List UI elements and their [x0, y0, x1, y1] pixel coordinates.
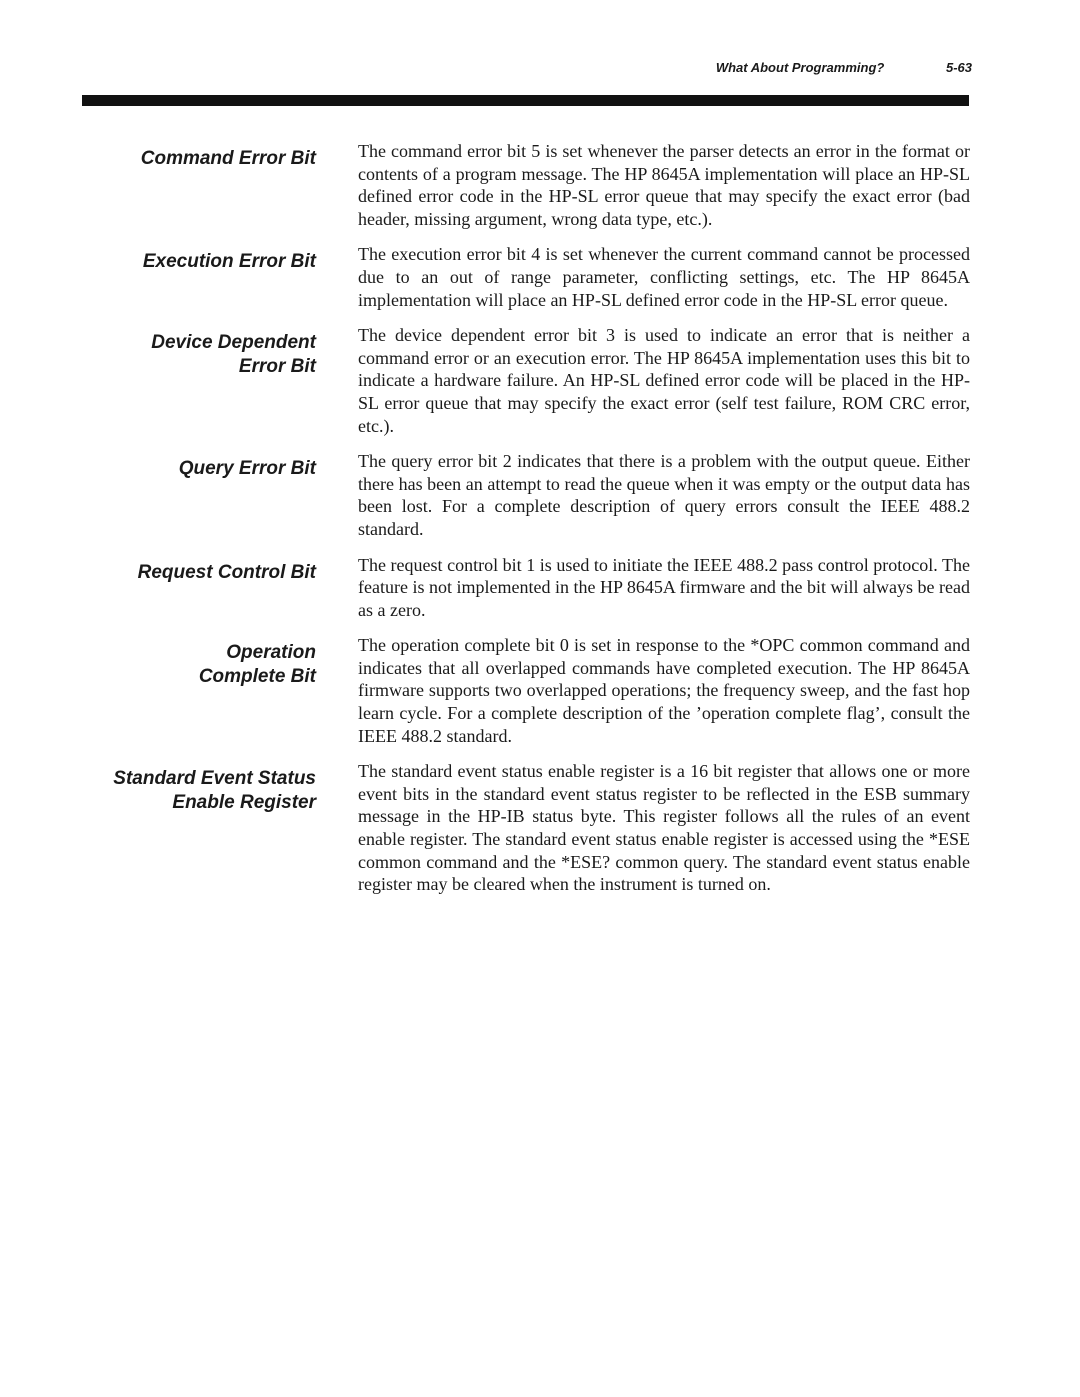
- section-heading-line: Command Error Bit: [140, 148, 316, 169]
- section-operation-complete-bit: [0, 634, 1080, 747]
- section-heading-line: Execution Error Bit: [142, 251, 316, 273]
- page-content: [0, 140, 1080, 909]
- section-body: The standard event status enable register is a 16 bit register that allows one or more event bits in the standard event status register to be reflected in the ESB summary message in the HP-IB status byte. This register follows all the rules of an event enable register. The standard event status enable register is accessed using the *ESE common command and the *ESE? common query. The standard event status enable register may be cleared when the instrument is turned on.: [358, 761, 970, 895]
- section-heading-line: Request Control Bit: [137, 561, 316, 583]
- section-heading: [0, 760, 316, 896]
- section-heading: [0, 324, 316, 437]
- section-body: The operation complete bit 0 is set in response to the *OPC common command and indicates that all overlapped commands have completed execution. The HP 8645A firmware supports two overlapped operations; the frequency sweep, and the fast hop learn cycle. For a complete description of the ’operation complete flag’, consult the IEEE 488.2 standard.: [358, 635, 970, 746]
- section-heading-line: Enable Register: [172, 792, 316, 814]
- section-command-error-bit: [0, 140, 1080, 230]
- running-header-title: What About Programming?: [715, 60, 885, 75]
- section-device-dependent-error-bit: [0, 324, 1080, 437]
- section-heading-line: Error Bit: [238, 356, 316, 378]
- section-heading: [0, 634, 316, 747]
- page-number: 5-63: [945, 60, 972, 75]
- section-execution-error-bit: [0, 243, 1080, 311]
- section-heading: [0, 140, 316, 230]
- section-heading-line: Complete Bit: [198, 666, 316, 688]
- section-body: The device dependent error bit 3 is used to indicate an error that is neither a command error or an execution error. The HP 8645A implementation uses this bit to indicate a hardware failure. An HP-SL defined error code will be placed in the HP-SL error queue that may specify the exact error (self test failure, ROM CRC error, etc.).: [358, 325, 970, 436]
- section-heading: [0, 243, 316, 311]
- section-heading-line: Operation: [226, 642, 316, 664]
- section-body: The command error bit 5 is set whenever the parser detects an error in the format or contents of a program message. The HP 8645A implementation will place an HP-SL defined error code in the HP-SL error queue that may specify the exact error (bad header, missing argument, wrong data type, etc.).: [358, 141, 970, 229]
- section-standard-event-status-enable-register: [0, 760, 1080, 896]
- section-heading-line: Query Error Bit: [178, 458, 316, 480]
- section-heading: [0, 450, 316, 540]
- section-heading-line: Device Dependent: [151, 332, 316, 354]
- section-body: The execution error bit 4 is set whenever the current command cannot be processed due to an out of range parameter, conflicting settings, etc. The HP 8645A implementation will place an HP-SL defined error code in the HP-SL error queue.: [358, 244, 970, 310]
- section-heading-line: Standard Event Status: [113, 768, 316, 790]
- running-header: [716, 60, 972, 75]
- section-request-control-bit: [0, 554, 1080, 622]
- section-heading: [0, 554, 316, 622]
- header-rule: [82, 95, 969, 106]
- section-body: The request control bit 1 is used to initiate the IEEE 488.2 pass control protocol. The feature is not implemented in the HP 8645A firmware and the bit will always be read as a zero.: [358, 554, 970, 620]
- section-body: The query error bit 2 indicates that there is a problem with the output queue. Either there has been an attempt to read the queue when it was empty or the output data has been lost. For a complete description of query errors consult the IEEE 488.2 standard.: [358, 451, 970, 539]
- section-query-error-bit: [0, 450, 1080, 540]
